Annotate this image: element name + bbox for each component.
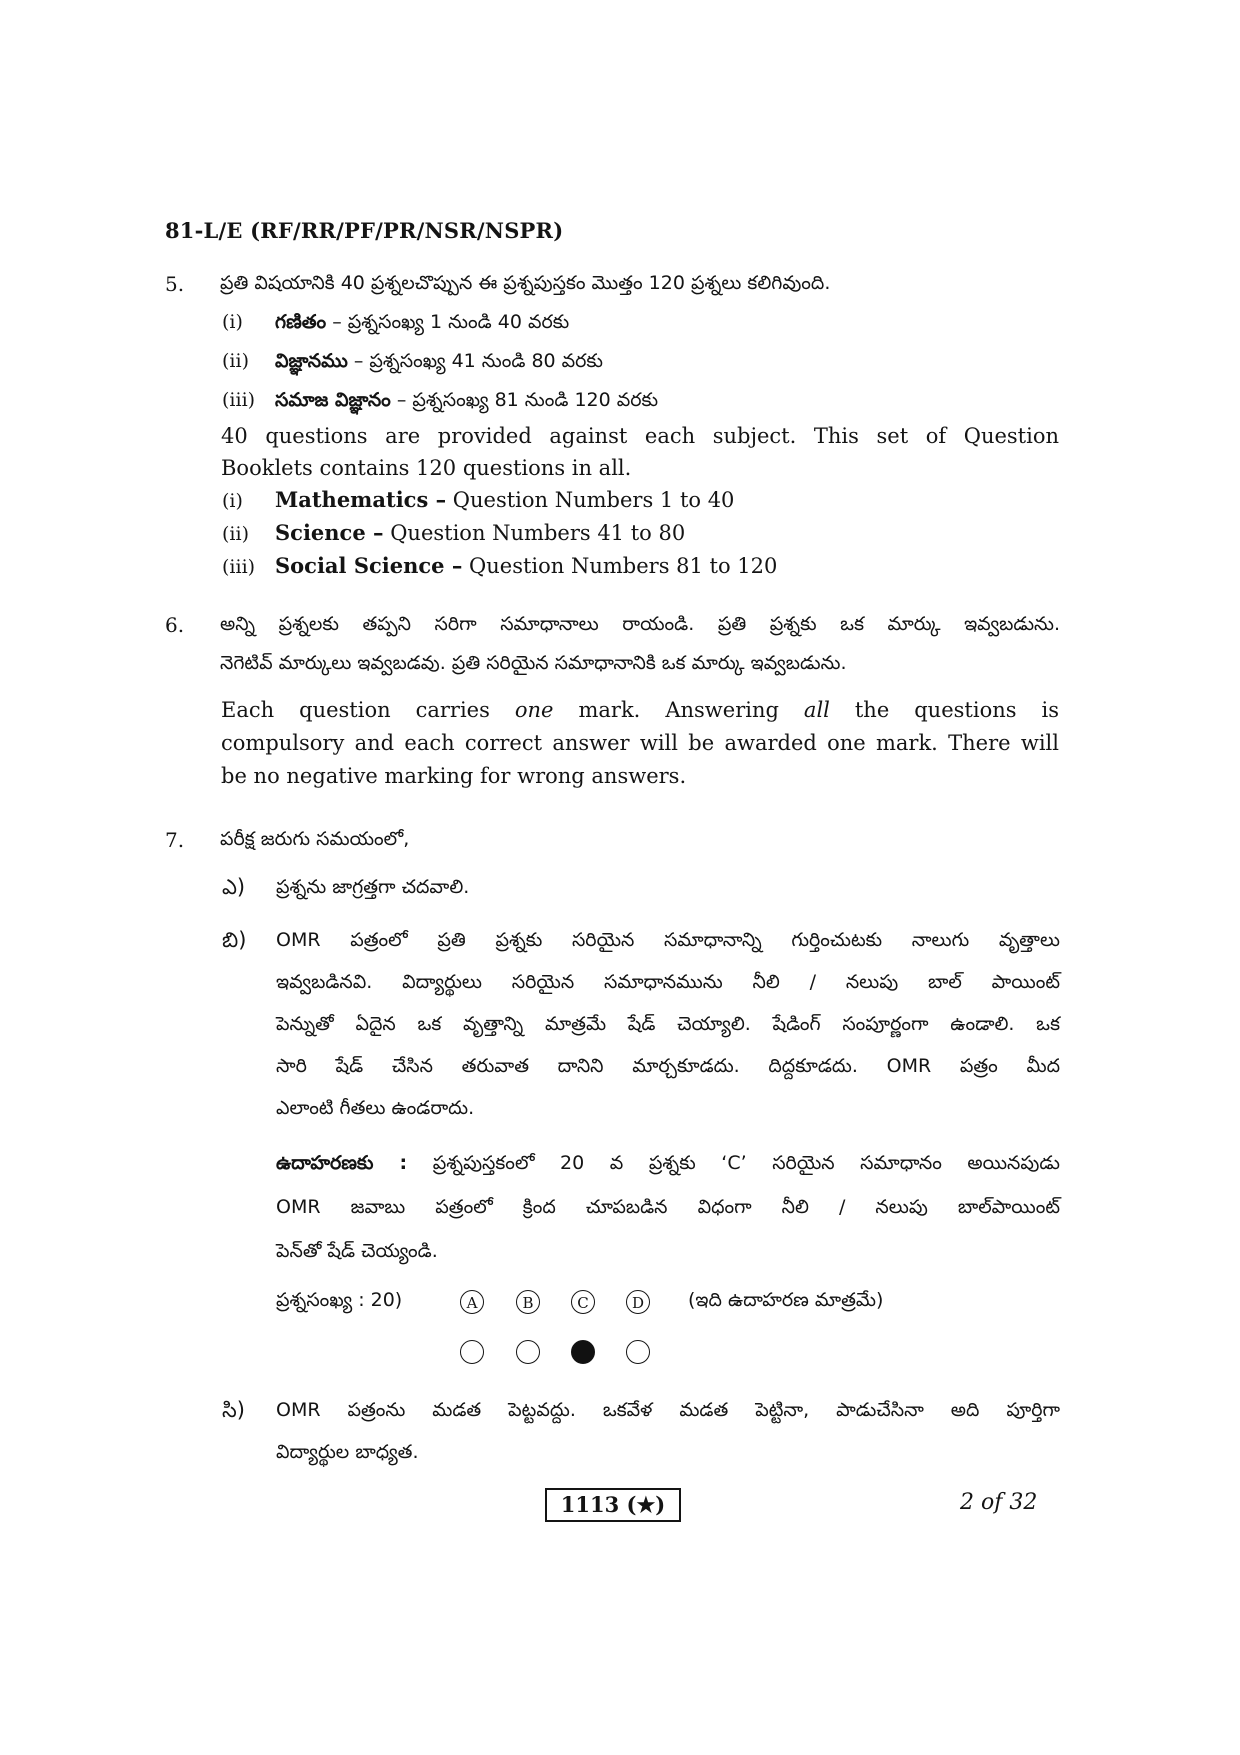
item-number-5: 5. bbox=[165, 272, 185, 296]
subject-name: Social Science – bbox=[275, 553, 463, 578]
item7-a-text: ప్రశ్నను జాగ్రత్తగా చదవాలి. bbox=[276, 876, 470, 898]
item5-english-intro-line2: Booklets contains 120 questions in all. bbox=[221, 456, 632, 480]
option-d-letter: D bbox=[626, 1290, 650, 1314]
subject-range: Question Numbers 81 to 120 bbox=[462, 554, 778, 578]
item5-en-list-label-3: (iii) bbox=[222, 556, 256, 578]
answer-bubble-d bbox=[626, 1340, 650, 1364]
subject-range: – ప్రశ్నసంఖ్య 41 నుండి 80 వరకు bbox=[347, 350, 603, 372]
subject-name: గణితం bbox=[275, 311, 327, 333]
text-run: Each question carries bbox=[221, 698, 515, 722]
option-a-letter: A bbox=[460, 1290, 484, 1314]
item7-b-line4: సారి షేడ్ చేసిన తరువాత దానిని మార్చకూడదు. దిద్దకూడదు. OMR పత్రం మీద bbox=[276, 1055, 1060, 1077]
item6-english-line3: be no negative marking for wrong answers. bbox=[221, 764, 687, 788]
subject-name: Mathematics – bbox=[275, 487, 447, 512]
item7-c-line1: OMR పత్రంను మడత పెట్టవద్దు. ఒకవేళ మడత పెట్టినా, పాడుచేసినా అది పూర్తిగా bbox=[276, 1399, 1060, 1421]
subject-range: – ప్రశ్నసంఖ్య 1 నుండి 40 వరకు bbox=[326, 311, 570, 333]
item7-b-line2: ఇవ్వబడినవి. విద్యార్థులు సరియైన సమాధానమును నీలి / నలుపు బాల్ పాయింట్ bbox=[276, 971, 1060, 993]
item7-example-line2: OMR జవాబు పత్రంలో క్రింద చూపబడిన విధంగా నీలి / నలుపు బాల్‌పాయింట్ bbox=[276, 1196, 1060, 1218]
item7-intro: పరీక్ష జరుగు సమయంలో, bbox=[220, 828, 410, 850]
item5-en-list-label-2: (ii) bbox=[222, 523, 249, 545]
text-run: mark. Answering bbox=[553, 698, 804, 722]
subject-range: Question Numbers 41 to 80 bbox=[383, 521, 686, 545]
option-c-letter: C bbox=[571, 1290, 595, 1314]
item5-te-list-1 bbox=[275, 307, 569, 337]
text-run: ప్రశ్నపుస్తకంలో 20 వ ప్రశ్నకు ‘C’ సరియైన సమాధానం అయినపుడు bbox=[407, 1152, 1060, 1174]
emphasis-one: one bbox=[514, 698, 554, 722]
answer-bubble-c-filled bbox=[571, 1340, 595, 1364]
item7-example-line1 bbox=[276, 1148, 1060, 1178]
item6-english-line2: compulsory and each correct answer will be awarded one mark. There will bbox=[221, 731, 1059, 755]
item6-telugu-line2: నెగెటివ్ మార్కులు ఇవ్వబడవు. ప్రతి సరియైన సమాధానానికి ఒక మార్కు ఇవ్వబడును. bbox=[220, 652, 847, 674]
page-number: 2 of 32 bbox=[960, 1490, 1038, 1515]
item5-en-list-label-1: (i) bbox=[222, 490, 243, 512]
emphasis-all: all bbox=[803, 698, 830, 722]
answer-bubble-a bbox=[460, 1340, 484, 1364]
example-note: (ఇది ఉదాహరణ మాత్రమే) bbox=[688, 1289, 884, 1311]
subject-name: Science – bbox=[275, 520, 384, 545]
item-number-7: 7. bbox=[165, 828, 185, 852]
subject-range: Question Numbers 1 to 40 bbox=[446, 488, 735, 512]
item7-b-label: బి) bbox=[222, 928, 247, 952]
item7-b-line3: పెన్నుతో ఏదైన ఒక వృత్తాన్ని మాత్రమే షేడ్ చెయ్యాలి. షేడింగ్ సంపూర్ణంగా ఉండాలి. ఒక bbox=[276, 1013, 1060, 1035]
item5-en-list-1 bbox=[275, 484, 734, 516]
item5-te-list-label-1: (i) bbox=[222, 311, 243, 333]
item5-te-list-2 bbox=[275, 346, 603, 376]
item7-c-line2: విద్యార్థుల బాధ్యత. bbox=[276, 1441, 419, 1463]
answer-bubble-b bbox=[516, 1340, 540, 1364]
example-question-label: ప్రశ్నసంఖ్య : 20) bbox=[276, 1289, 403, 1311]
text-run: the questions is bbox=[829, 698, 1059, 722]
item6-telugu-line1: అన్ని ప్రశ్నలకు తప్పని సరిగా సమాధానాలు రాయండి. ప్రతి ప్రశ్నకు ఒక మార్కు ఇవ్వబడును. bbox=[220, 613, 1060, 635]
item5-telugu-intro: ప్రతి విషయానికి 40 ప్రశ్నలచొప్పున ఈ ప్రశ్నపుస్తకం మొత్తం 120 ప్రశ్నలు కలిగివుంది. bbox=[220, 272, 831, 294]
item7-c-label: సి) bbox=[222, 1398, 245, 1422]
subject-name: విజ్ఞానము bbox=[275, 350, 348, 372]
item5-te-list-label-3: (iii) bbox=[222, 389, 256, 411]
booklet-code-header: 81-L/E (RF/RR/PF/PR/NSR/NSPR) bbox=[165, 218, 564, 243]
item5-en-list-2 bbox=[275, 517, 685, 549]
subject-name: సమాజ విజ్ఞానం bbox=[275, 389, 391, 411]
item7-a-label: ఎ) bbox=[222, 875, 246, 899]
item5-en-list-3 bbox=[275, 550, 777, 582]
item5-english-intro-line1: 40 questions are provided against each subject. This set of Question bbox=[221, 424, 1059, 448]
item7-example-line3: పెన్‌తో షేడ్ చెయ్యండి. bbox=[276, 1240, 438, 1262]
item5-te-list-label-2: (ii) bbox=[222, 350, 249, 372]
example-label: ఉదాహరణకు : bbox=[276, 1152, 408, 1174]
item5-te-list-3 bbox=[275, 385, 658, 415]
subject-range: – ప్రశ్నసంఖ్య 81 నుండి 120 వరకు bbox=[390, 389, 659, 411]
option-b-letter: B bbox=[516, 1290, 540, 1314]
item6-english-line1 bbox=[221, 694, 1059, 726]
booklet-serial-box: 1113 (★) bbox=[545, 1488, 681, 1522]
item-number-6: 6. bbox=[165, 613, 185, 637]
item7-b-line1: OMR పత్రంలో ప్రతి ప్రశ్నకు సరియైన సమాధానాన్ని గుర్తించుటకు నాలుగు వృత్తాలు bbox=[276, 929, 1060, 951]
item7-b-line5: ఎలాంటి గీతలు ఉండరాదు. bbox=[276, 1097, 475, 1119]
